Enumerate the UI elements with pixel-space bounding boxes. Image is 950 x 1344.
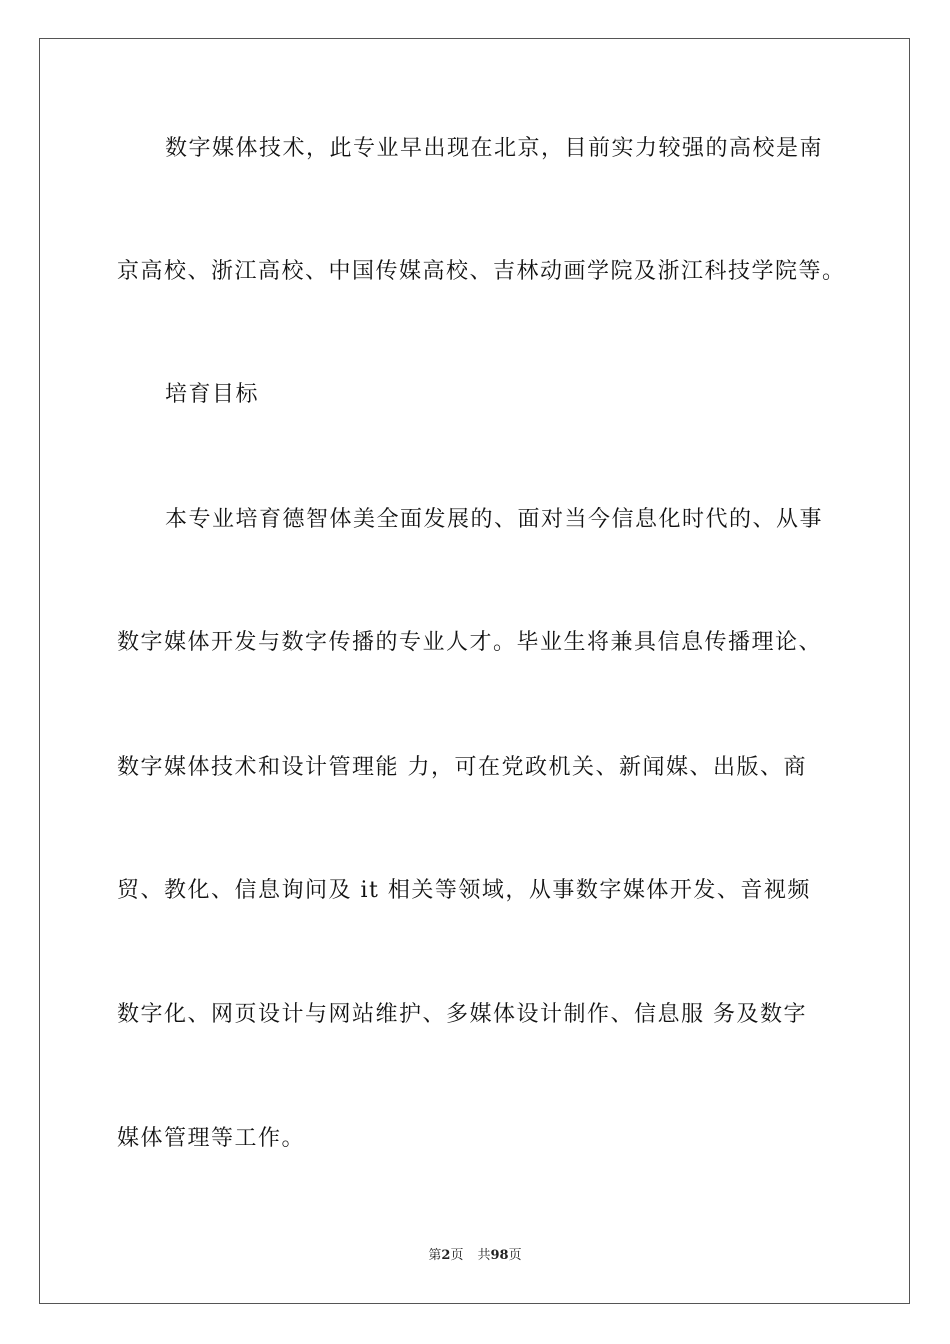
paragraph-line-4: 数字媒体开发与数字传播的专业人才。毕业生将兼具信息传播理论、 — [117, 630, 823, 655]
paragraph-line-5: 数字媒体技术和设计管理能 力，可在党政机关、新闻媒、出版、商 — [117, 755, 807, 780]
paragraph-line-2: 京高校、浙江高校、中国传媒高校、吉林动画学院及浙江科技学院等。 — [117, 259, 846, 284]
paragraph-line-8: 媒体管理等工作。 — [117, 1126, 306, 1151]
page-border — [39, 38, 910, 1304]
total-suffix: 页 — [508, 1248, 522, 1263]
page-footer — [0, 1247, 950, 1265]
page-suffix: 页 — [450, 1248, 464, 1263]
page-prefix: 第 — [428, 1248, 442, 1263]
total-prefix: 共 — [477, 1248, 491, 1263]
page-number: 2 — [441, 1248, 451, 1263]
paragraph-line-3: 本专业培育德智体美全面发展的、面对当今信息化时代的、从事 — [165, 507, 824, 532]
paragraph-line-1: 数字媒体技术，此专业早出现在北京，目前实力较强的高校是南 — [165, 136, 824, 161]
paragraph-line-6: 贸、教化、信息询问及 it 相关等领域，从事数字媒体开发、音视频 — [117, 878, 811, 903]
total-pages: 98 — [490, 1248, 509, 1263]
section-heading: 培育目标 — [165, 382, 260, 407]
paragraph-line-7: 数字化、网页设计与网站维护、多媒体设计制作、信息服 务及数字 — [117, 1002, 807, 1027]
